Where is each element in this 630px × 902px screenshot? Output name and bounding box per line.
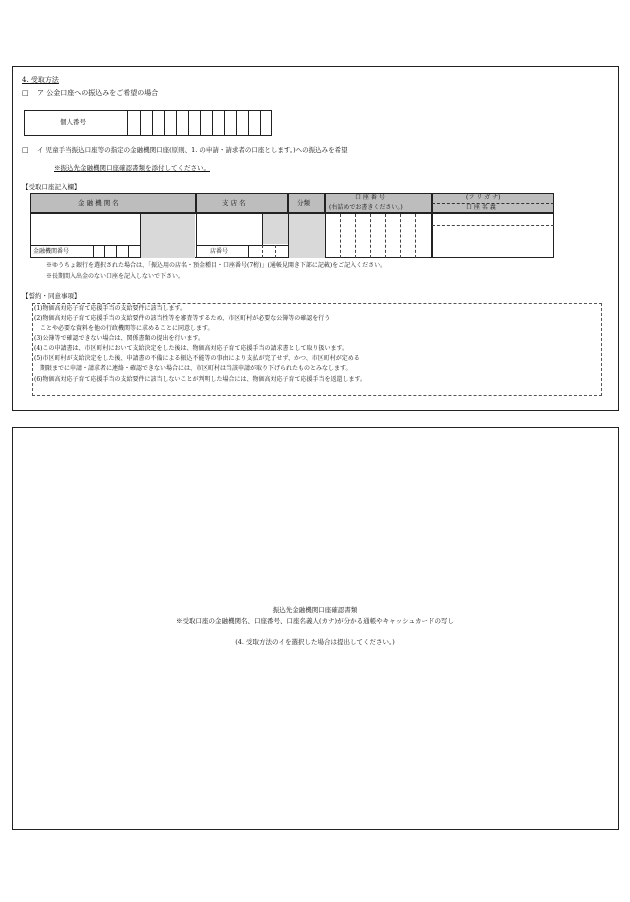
col-type-label: 分類 [297, 199, 310, 207]
col-holder-label: 口 座 名 義 [466, 204, 496, 211]
pledge-item: (1)物価高対応子育て応援手当の支給要件に該当します。 [34, 305, 187, 312]
branch-code-label: 店番号 [210, 248, 229, 255]
pledge-item: (3)公簿等で確認できない場合は、関係書類の提出を行います。 [34, 335, 205, 342]
option-a-checkbox[interactable]: □ [22, 89, 29, 97]
pledge-heading: 【誓約・同意事項】 [22, 292, 81, 300]
pledge-item: (4)この申請書は、市区町村において支給決定をした後は、物価高対応子育て応援手当の請求書として取り扱います。 [34, 345, 349, 352]
col-account-number-note: (右詰めでお書きください。) [329, 204, 403, 211]
pledge-item: (5)市区町村が支給決定をした後、申請書の不備による振込不能等の事由により支払が完了せず、かつ、市区町村が定める [34, 355, 360, 362]
option-b-checkbox[interactable]: □ [22, 146, 29, 154]
account-heading: 【受取口座記入欄】 [22, 183, 81, 191]
account-holder-field[interactable] [432, 213, 554, 258]
account-type-field[interactable] [289, 214, 325, 258]
attachment-note: (4. 受取方法のイを選択した場合は提出してください。) [235, 638, 395, 646]
yucho-note: ※ゆうちょ銀行を選択された場合は、「振込用の店名・預金種目・口座番号(7桁)」(通帳見開き下部に記載)をご記入ください。 [46, 262, 387, 269]
attachment-title: 振込先金融機関口座確認書類 [272, 606, 358, 614]
pledge-item: (6)物価高対応子育て応援手当の支給要件に該当しないことが判明した場合には、物価高対応子育て応援手当を返還します。 [34, 376, 367, 383]
attachment-description: ※受取口座の金融機関名、口座番号、口座名義人(カナ)が分かる通帳やキャッシュカードの写し [176, 617, 454, 625]
pledge-item: 期限までに申請・請求者に連絡・確認できない場合には、市区町村は当該申請が取り下げられたものとみなします。 [34, 365, 352, 372]
col-furigana-label: (フ リ ガ ナ) [466, 194, 501, 201]
bank-name-field[interactable] [31, 214, 139, 244]
section-heading: 4. 受取方法 [22, 76, 59, 84]
account-number-field[interactable] [326, 214, 431, 258]
dormant-account-note: ※長期間入出金のない口座を記入しないで下さい。 [46, 273, 185, 280]
col-account-number-label: 口 座 番 号 [355, 194, 385, 201]
col-bank-label: 金 融 機 関 名 [78, 199, 119, 207]
bank-code-label: 金融機関番号 [33, 248, 70, 255]
option-b-label: イ 児童手当振込口座等の指定の金融機関口座(原則、1. の申請・請求者の口座とします。)への振込みを希望 [37, 146, 348, 154]
option-a-label: ア 公金口座への振込みをご希望の場合 [37, 89, 159, 97]
attach-note: ※振込先金融機関口座確認書類を添付してください。 [54, 164, 210, 172]
pledge-item: ことや必要な資料を他の行政機関等に求めることに同意します。 [34, 325, 214, 332]
col-branch-label: 支 店 名 [222, 199, 246, 207]
attachment-area [12, 427, 619, 830]
pledge-item: (2)物価高対応子育て応援手当の支給要件の該当性等を審査等するため、市区町村が必要な公簿等の確認を行う [34, 315, 331, 322]
branch-name-field[interactable] [197, 214, 261, 244]
individual-number-label: 個人番号 [60, 118, 86, 126]
